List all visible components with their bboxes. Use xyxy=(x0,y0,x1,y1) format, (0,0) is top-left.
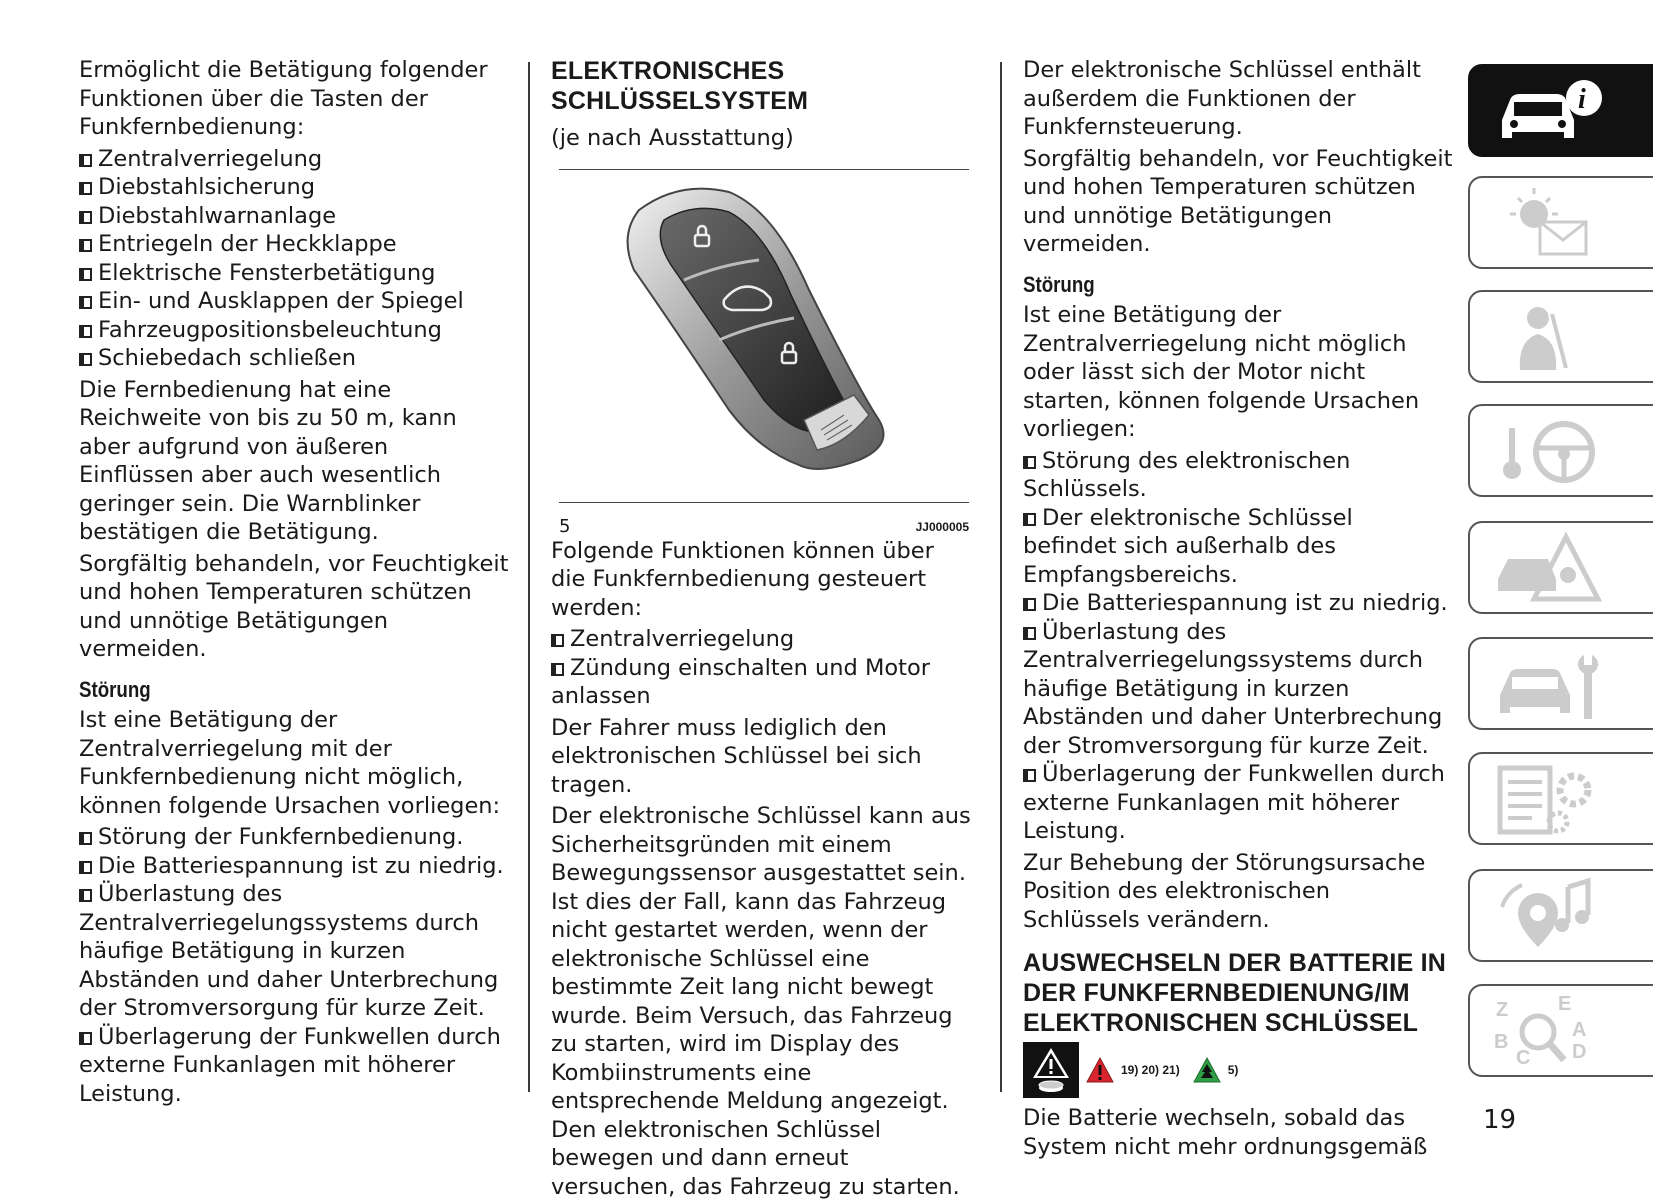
environment-references: 5) xyxy=(1227,1062,1239,1077)
care-paragraph: Sorgfältig behandeln, vor Feuchtigkeit und hohen Temperaturen schützen und unnötige Betätigungen vermeiden. xyxy=(1023,145,1453,257)
tab-technical-data[interactable] xyxy=(1468,752,1653,845)
multimedia-icon xyxy=(1488,877,1608,957)
svg-text:A: A xyxy=(1572,1019,1587,1041)
tab-warning-lights[interactable] xyxy=(1468,176,1653,269)
fault-intro: Ist eine Betätigung der Zentralverriegelung mit der Funkfernbedienung nicht möglich, können folgende Ursachen vorliegen: xyxy=(79,707,501,819)
fault-intro: Ist eine Betätigung der Zentralverriegelung nicht möglich oder lässt sich der Motor nicht starten, können folgende Ursachen vorliegen: xyxy=(1023,302,1420,442)
bullet-box-icon xyxy=(79,325,92,338)
tab-safety[interactable] xyxy=(1468,290,1653,383)
column-divider-1 xyxy=(528,62,530,1092)
remote-functions-list xyxy=(79,145,509,373)
bullet-box-icon xyxy=(551,634,564,647)
fault-causes-list xyxy=(79,823,509,1108)
list-item: Überlastung des Zentralverriegelungssystems durch häufige Betätigung in kurzen Abständen und daher Unterbrechung der Stromversorgung für kurze Zeit. xyxy=(1023,618,1443,759)
list-item: Ein- und Ausklappen der Spiegel xyxy=(79,287,509,316)
list-item: Zündung einschalten und Motor anlassen xyxy=(551,654,930,709)
list-item: Störung der Funkfernbedienung. xyxy=(79,823,509,852)
index-icon xyxy=(1488,992,1608,1072)
bullet-box-icon xyxy=(1023,769,1036,782)
battery-disposal-warning-icon xyxy=(1023,1042,1079,1098)
list-item: Diebstahlwarnanlage xyxy=(79,202,509,231)
driver-paragraph: Der Fahrer muss lediglich den elektronischen Schlüssel bei sich tragen. xyxy=(551,714,922,798)
list-item: Überlastung des Zentralverriegelungssystems durch häufige Betätigung in kurzen Abständen und daher Unterbrechung der Stromversorgung für kurze Zeit. xyxy=(79,881,499,1021)
bullet-box-icon xyxy=(551,663,564,676)
bullet-box-icon xyxy=(1023,513,1036,526)
remedy-paragraph: Zur Behebung der Störungsursache Position des elektronischen Schlüssels verändern. xyxy=(1023,849,1426,933)
svg-text:i: i xyxy=(1578,84,1586,115)
tab-car-info[interactable] xyxy=(1468,64,1653,157)
bullet-box-icon xyxy=(79,154,92,167)
svg-text:Z: Z xyxy=(1496,999,1509,1021)
section-heading: ELEKTRONISCHES SCHLÜSSELSYSTEM xyxy=(551,57,809,115)
environment-tree-icon xyxy=(1192,1056,1222,1084)
electronic-key-illustration xyxy=(559,170,969,502)
list-item: Die Batteriespannung ist zu niedrig. xyxy=(1023,589,1453,618)
figure-number: 5 xyxy=(559,515,571,537)
bullet-box-icon xyxy=(79,296,92,309)
tab-maintenance[interactable] xyxy=(1468,637,1653,730)
tab-emergency[interactable] xyxy=(1468,521,1653,614)
bullet-box-icon xyxy=(79,353,92,366)
care-paragraph: Sorgfältig behandeln, vor Feuchtigkeit und hohen Temperaturen schützen und unnötige Betätigungen vermeiden. xyxy=(79,550,509,662)
svg-text:B: B xyxy=(1494,1031,1509,1053)
bullet-box-icon xyxy=(79,1032,92,1045)
list-item: Zentralverriegelung xyxy=(79,145,509,174)
bullet-box-icon xyxy=(1023,598,1036,611)
bullet-box-icon xyxy=(1023,627,1036,640)
svg-text:D: D xyxy=(1572,1041,1587,1063)
list-item: Der elektronische Schlüssel befindet sich außerhalb des Empfangsbereichs. xyxy=(1023,504,1353,588)
column-1 xyxy=(79,56,509,1108)
figure-caption xyxy=(559,517,969,537)
list-item: Die Batteriespannung ist zu niedrig. xyxy=(79,852,509,881)
starting-driving-icon xyxy=(1488,412,1608,492)
warning-references: 19) 20) 21) xyxy=(1121,1062,1180,1077)
battery-paragraph: Die Batterie wechseln, sobald das System nicht mehr ordnungsgemäß xyxy=(1023,1105,1428,1160)
svg-text:C: C xyxy=(1516,1047,1531,1069)
fault-heading: Störung xyxy=(79,676,151,702)
list-item: Elektrische Fensterbetätigung xyxy=(79,259,509,288)
equipment-note: (je nach Ausstattung) xyxy=(551,125,794,151)
list-item: Überlagerung der Funkwellen durch externe Funkanlagen mit höherer Leistung. xyxy=(1023,761,1445,844)
list-item: Diebstahlsicherung xyxy=(79,173,509,202)
bullet-box-icon xyxy=(79,211,92,224)
bullet-box-icon xyxy=(79,182,92,195)
intro-paragraph: Ermöglicht die Betätigung folgender Funktionen über die Tasten der Funkfernbedienung: xyxy=(79,57,488,140)
list-item: Fahrzeugpositionsbeleuchtung xyxy=(79,316,509,345)
bullet-box-icon xyxy=(79,861,92,874)
technical-data-icon xyxy=(1488,760,1608,840)
bullet-box-icon xyxy=(79,268,92,281)
motion-sensor-paragraph: Der elektronische Schlüssel kann aus Sicherheitsgründen mit einem Bewegungssensor ausgestattet sein. Ist dies der Fall, kann das Fahrzeug nicht gestartet werden, wenn der elektronische Schlüssel eine bestimmte Zeit lang nicht bewegt wurde. Beim Versuch, das Fahrzeug zu starten, wird im Display des Kombiinstruments eine entsprechende Meldung angezeigt. Den elektronischen Schlüssel bewegen und dann erneut versuchen, das Fahrzeug zu starten. xyxy=(551,803,971,1200)
emergency-icon xyxy=(1488,529,1608,609)
maintenance-icon xyxy=(1488,645,1608,725)
fault-heading: Störung xyxy=(1023,271,1095,297)
bullet-box-icon xyxy=(1023,456,1036,469)
safety-icon xyxy=(1488,298,1608,378)
key-fob-figure xyxy=(559,169,969,503)
functions-intro: Folgende Funktionen können über die Funkfernbedienung gesteuert werden: xyxy=(551,537,934,621)
bullet-box-icon xyxy=(79,889,92,902)
tab-multimedia[interactable] xyxy=(1468,869,1653,962)
warning-symbols-row xyxy=(1023,1042,1453,1098)
column-divider-2 xyxy=(1000,62,1002,1092)
car-info-icon xyxy=(1488,72,1608,152)
figure-code: JJ000005 xyxy=(915,519,969,534)
also-paragraph: Der elektronische Schlüssel enthält außerdem die Funktionen der Funkfernsteuerung. xyxy=(1023,57,1421,140)
bullet-box-icon xyxy=(79,239,92,252)
svg-text:E: E xyxy=(1558,993,1572,1015)
tab-starting-driving[interactable] xyxy=(1468,404,1653,497)
list-item: Überlagerung der Funkwellen durch externe Funkanlagen mit höherer Leistung. xyxy=(79,1023,501,1107)
list-item: Zentralverriegelung xyxy=(551,625,973,654)
page-number: 19 xyxy=(1483,1105,1517,1135)
warning-lights-icon xyxy=(1488,184,1608,264)
list-item: Entriegeln der Heckklappe xyxy=(79,230,509,259)
tab-index[interactable] xyxy=(1468,984,1653,1077)
warning-triangle-icon xyxy=(1085,1056,1115,1084)
bullet-box-icon xyxy=(79,832,92,845)
fault-causes-list xyxy=(1023,447,1453,846)
list-item: Störung des elektronischen Schlüssels. xyxy=(1023,447,1351,502)
range-paragraph: Die Fernbedienung hat eine Reichweite von bis zu 50 m, kann aber aufgrund von äußeren Einflüssen aber auch wesentlich geringer sein. Die Warnblinker bestätigen die Betätigung. xyxy=(79,376,457,545)
list-item: Schiebedach schließen xyxy=(79,344,509,373)
column-3 xyxy=(1023,56,1453,1164)
key-functions-list xyxy=(551,625,973,711)
battery-heading: AUSWECHSELN DER BATTERIE IN DER FUNKFERNBEDIENUNG/IM ELEKTRONISCHEN SCHLÜSSEL xyxy=(1023,949,1447,1037)
column-2 xyxy=(551,56,973,1204)
